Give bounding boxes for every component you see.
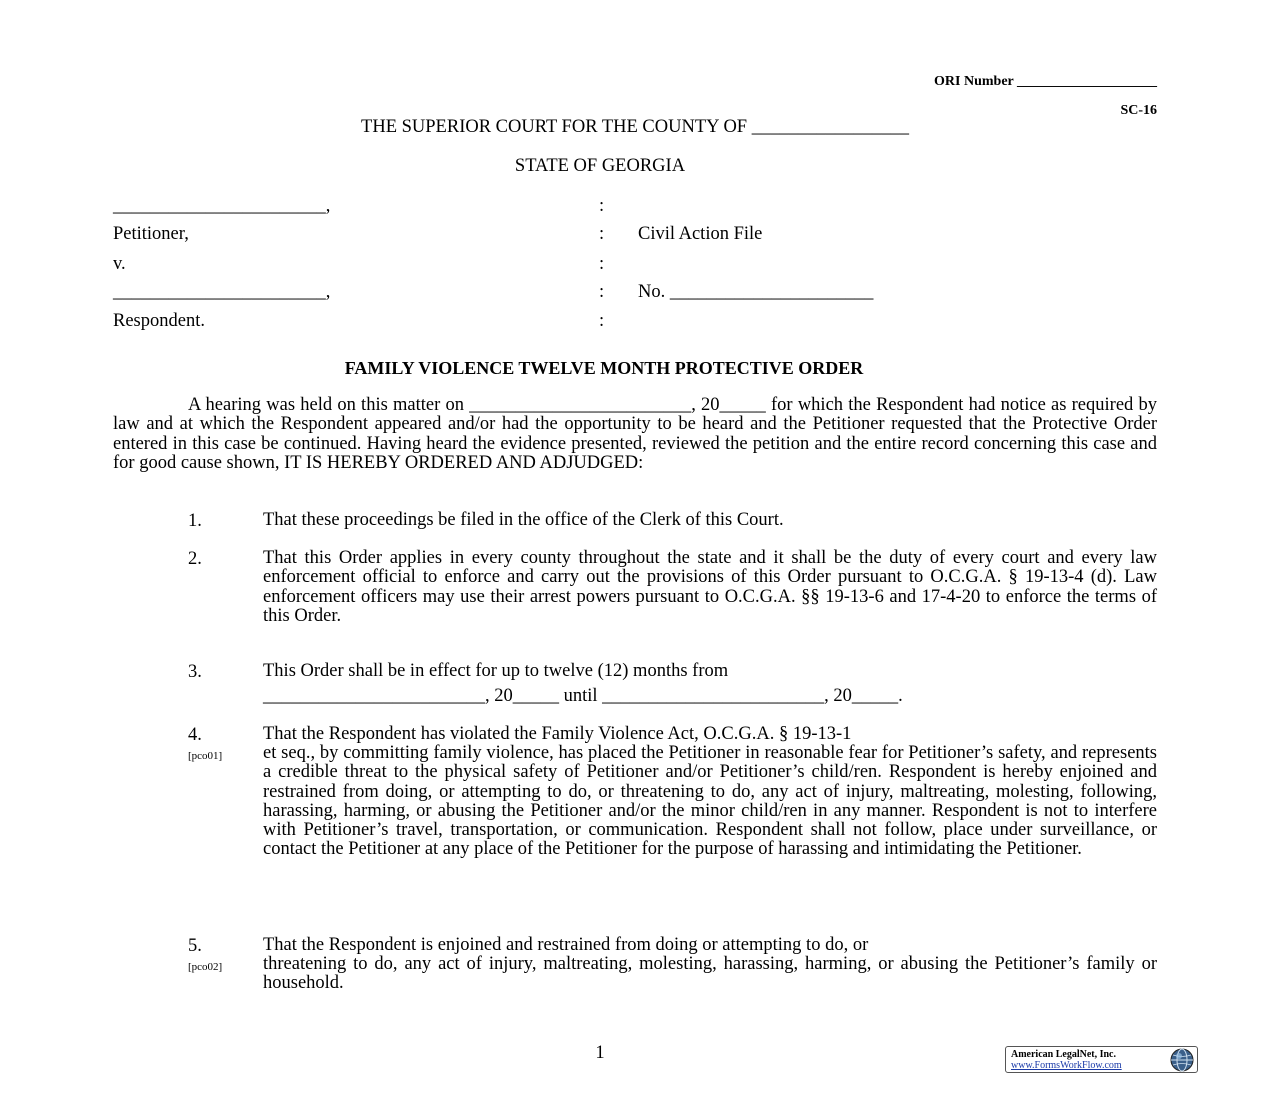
caption-colon: : xyxy=(599,224,605,244)
respondent-name-line: _______________________, xyxy=(113,282,331,302)
court-heading: THE SUPERIOR COURT FOR THE COUNTY OF _________________ xyxy=(361,117,909,137)
caption-colon: : xyxy=(599,254,605,274)
item-text-continued: threatening to do, any act of injury, maltreating, molesting, harassing, harming, or abusing the Petitioner’s family or household. xyxy=(263,954,1157,994)
caption-colon: : xyxy=(599,311,605,331)
item-number: 3. xyxy=(188,662,202,682)
item-code: [pco01] xyxy=(188,750,223,762)
item-text: That the Respondent is enjoined and restrained from doing or attempting to do, or xyxy=(263,935,869,955)
globe-icon xyxy=(1170,1048,1194,1072)
item-code: [pco02] xyxy=(188,961,223,973)
document-title: FAMILY VIOLENCE TWELVE MONTH PROTECTIVE ORDER xyxy=(344,358,864,378)
item-text-continued: et seq., by committing family violence, has placed the Petitioner in reasonable fear for Petitioner’s safety, and represents a credible threat to the physical safety of Petitioner and/or Petitioner’s child/ren. Respondent is hereby enjoined and restrained from doing, or attempting to do, or threatening to do, any act of injury, maltreating, molesting, following, harassing, harming, or abusing the Petitioner and/or the minor child/ren in any manner. Respondent is not to interfere with Petitioner’s travel, transportation, or communication. Respondent shall not follow, place under surveillance, or contact the Petitioner at any place of the Petitioner for the purpose of harassing and intimidating the Petitioner. xyxy=(263,743,1157,860)
publisher-name: American LegalNet, Inc. xyxy=(1011,1049,1116,1060)
publisher-link[interactable]: www.FormsWorkFlow.com xyxy=(1011,1060,1122,1071)
page-number: 1 xyxy=(595,1043,605,1063)
item-text: That the Respondent has violated the Family Violence Act, O.C.G.A. § 19-13-1 xyxy=(263,724,852,744)
versus-label: v. xyxy=(113,254,126,274)
form-number: SC-16 xyxy=(1120,103,1157,118)
item-number: 5. xyxy=(188,936,202,956)
petitioner-name-line: _______________________, xyxy=(113,196,331,216)
item-number: 4. xyxy=(188,725,202,745)
state-heading: STATE OF GEORGIA xyxy=(514,156,686,176)
file-number-line: No. ______________________ xyxy=(638,282,874,302)
item-text: This Order shall be in effect for up to twelve (12) months from xyxy=(263,661,729,681)
respondent-label: Respondent. xyxy=(113,311,205,331)
caption-colon: : xyxy=(599,196,605,216)
item-date-range-line: ________________________, 20_____ until ________________________, 20_____. xyxy=(263,686,903,706)
item-number: 1. xyxy=(188,511,202,531)
intro-paragraph xyxy=(113,396,1157,473)
publisher-logo[interactable] xyxy=(1005,1046,1198,1073)
item-number: 2. xyxy=(188,549,202,569)
intro-text: A hearing was held on this matter on ________________________, 20_____ for which the Respondent had notice as required by law and at which the Respondent appeared and/or had the opportunity to be heard and the Petitioner requested that the Protective Order entered in this case be continued. Having heard the evidence presented, reviewed the petition and the entire record concerning this case and for good cause shown, IT IS HEREBY ORDERED AND ADJUDGED: xyxy=(113,395,1157,473)
ori-number: ORI Number ____________________ xyxy=(934,74,1157,89)
item-text: That these proceedings be filed in the office of the Clerk of this Court. xyxy=(263,510,784,530)
civil-action-label: Civil Action File xyxy=(638,224,763,244)
caption-colon: : xyxy=(599,282,605,302)
item-text: That this Order applies in every county throughout the state and it shall be the duty of every court and every law enforcement official to enforce and carry out the provisions of this Order pursuant to O.C.G.A. § 19-13-4 (d). Law enforcement officers may use their arrest powers pursuant to O.C.G.A. §§ 19-13-6 and 17-4-20 to enforce the terms of this Order. xyxy=(263,548,1157,626)
petitioner-label: Petitioner, xyxy=(113,224,189,244)
